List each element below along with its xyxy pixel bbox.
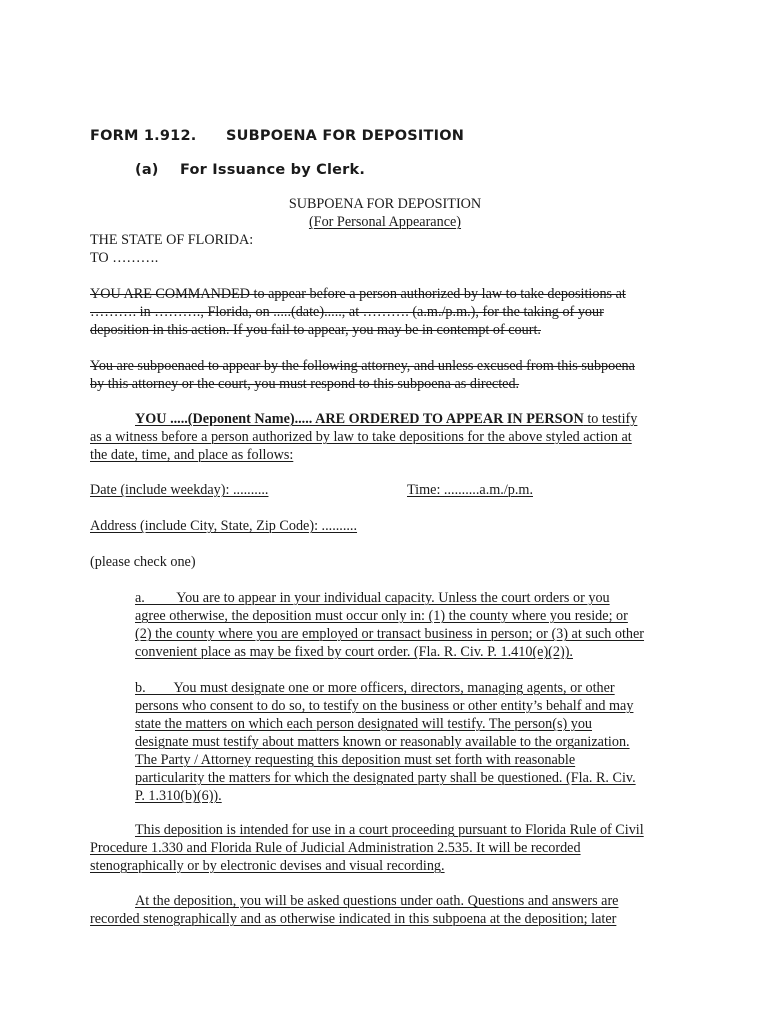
ordered-line: as a witness before a person authorized by law to take depositions for the above styled action at [90,429,632,445]
intended-line: stenographically or by electronic devises and visual recording. [90,858,445,874]
option-a-line: convenient place as may be fixed by court order. (Fla. R. Civ. P. 1.410(e)(2)). [135,644,573,660]
form-number: FORM 1.912. [90,128,197,144]
intended-line: This deposition is intended for use in a court proceeding pursuant to Florida Rule of Civil [135,822,644,838]
subpoenaed-line: by this attorney or the court, you must respond to this subpoena as directed. [90,376,520,392]
option-b-line: state the matters on which each person designated will testify. The person(s) you [135,716,593,732]
commanded-line: YOU ARE COMMANDED to appear before a person authorized by law to take depositions at [90,286,626,302]
check-note: (please check one) [90,554,196,570]
option-b-line: designate must testify about matters known or reasonably available to the organization. [135,734,630,750]
ordered-line: the date, time, and place as follows: [90,447,294,463]
option-a-line: (2) the county where you are employed or transact business in person; or (3) at such other [135,626,645,642]
form-sub-title: For Issuance by Clerk. [180,162,366,178]
intended-line: Procedure 1.330 and Florida Rule of Judicial Administration 2.535. It will be recorded [90,840,581,856]
form-sub-marker: (a) [135,162,159,178]
subpoena-title: SUBPOENA FOR DEPOSITION [288,196,482,212]
option-b-line: b. You must designate one or more officers, directors, managing agents, or other [135,680,615,696]
subpoena-subtitle: (For Personal Appearance) [308,214,462,230]
ordered-first-line [135,410,637,428]
addressee-state: THE STATE OF FLORIDA: [90,232,254,248]
option-b-line: The Party / Attorney requesting this deposition must set forth with reasonable [135,752,576,768]
option-a-line: a. You are to appear in your individual capacity. Unless the court orders or you [135,590,610,606]
date-field: Date (include weekday): .......... [90,482,269,498]
form-title: SUBPOENA FOR DEPOSITION [226,128,465,144]
commanded-line: ………. in ………., Florida, on .....(date)....., at ………. (a.m./p.m.), for the taking of your [90,304,604,320]
time-field: Time: ..........a.m./p.m. [407,482,533,498]
addressee-to: TO ………. [90,250,159,266]
option-a-line: agree otherwise, the deposition must occur only in: (1) the county where you reside; or [135,608,628,624]
commanded-line: deposition in this action. If you fail to appear, you may be in contempt of court. [90,322,541,338]
at-deposition-line: recorded stenographically and as otherwise indicated in this subpoena at the deposition; later [90,911,617,927]
ordered-rest: to testify [583,411,638,427]
ordered-bold: YOU .....(Deponent Name)..... ARE ORDERED TO APPEAR IN PERSON [135,411,584,427]
address-field: Address (include City, State, Zip Code): .......... [90,518,358,534]
subpoenaed-line: You are subpoenaed to appear by the following attorney, and unless excused from this subpoena [90,358,635,374]
option-b-line: persons who consent to do so, to testify on the business or other entity’s behalf and may [135,698,634,714]
option-b-line: particularity the matters for which the designated party shall be questioned. (Fla. R. Civ. [135,770,636,786]
at-deposition-line: At the deposition, you will be asked questions under oath. Questions and answers are [135,893,619,909]
option-b-line: P. 1.310(b)(6)). [135,788,222,804]
